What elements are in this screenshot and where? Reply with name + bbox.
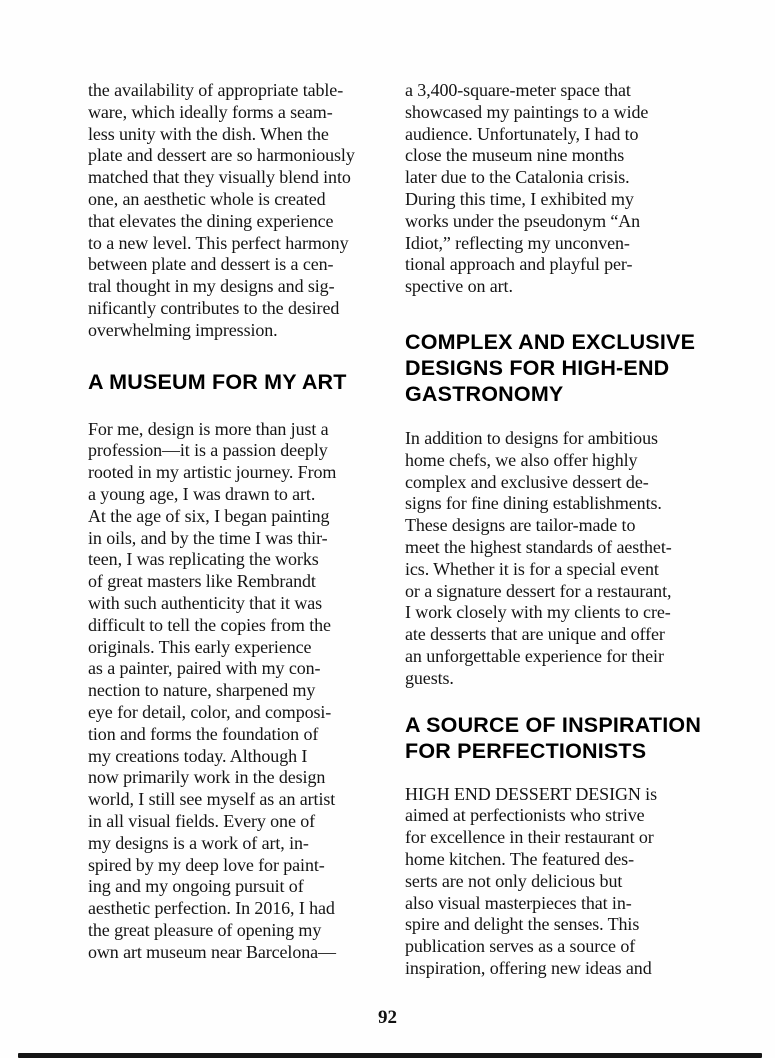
page-edge-shadow: [18, 1053, 762, 1058]
body-paragraph: the availability of appropriate table- ware, which ideally forms a seam- less unity with the dish. When the plate and dessert are so harmoniously matched that they visually blend into one, an aesthetic whole is created that elevates the dining experience to a new level. This perfect harmony between plate and dessert is a cen- tral thought in my designs and sig- nificantly contributes to the desired overwhelming impression.: [88, 80, 355, 340]
body-paragraph: HIGH END DESSERT DESIGN is aimed at perfectionists who strive for excellence in their restaurant or home kitchen. The featured des- serts are not only delicious but also visual masterpieces that in- spire and delight the senses. This publication serves as a source of inspiration, offering new ideas and: [405, 783, 657, 978]
section-heading-museum-for-my-art: A MUSEUM FOR MY ART: [88, 369, 347, 394]
section-heading-complex-exclusive-designs: COMPLEX AND EXCLUSIVE DESIGNS FOR HIGH-END GASTRONOMY: [405, 329, 696, 406]
section-heading-source-of-inspiration: A SOURCE OF INSPIRATION FOR PERFECTIONISTS: [405, 712, 702, 763]
body-paragraph: a 3,400-square-meter space that showcased my paintings to a wide audience. Unfortunately, I had to close the museum nine months later due to the Catalonia crisis. During this time, I exhibited my works under the pseudonym “An Idiot,” reflecting my unconven- tional approach and playful per- spective on art.: [405, 80, 649, 297]
page-number: 92: [378, 1007, 397, 1028]
body-paragraph: For me, design is more than just a profession—it is a passion deeply rooted in my artistic journey. From a young age, I was drawn to art. At the age of six, I began painting in oils, and by the time I was thir- teen, I was replicating the works of great masters like Rembrandt with such authenticity that it was difficult to tell the copies from the originals. This early experience as a painter, paired with my con- nection to nature, sharpened my eye for detail, color, and composi- tion and forms the foundation of my creations today. Although I now primarily work in the design world, I still see myself as an artist in all visual fields. Every one of my designs is a work of art, in- spired by my deep love for paint- ing and my ongoing pursuit of aesthetic perfection. In 2016, I had the great pleasure of opening my own art museum near Barcelona—: [88, 418, 337, 962]
left-column: [88, 80, 388, 963]
body-paragraph: In addition to designs for ambitious home chefs, we also offer highly complex and exclusive dessert de- signs for fine dining establishments. These designs are tailor-made to meet the highest standards of aesthet- ics. Whether it is for a special event or a signature dessert for a restaurant, I work closely with my clients to cre- ate desserts that are unique and offer an unforgettable experience for their guests.: [405, 427, 672, 688]
right-column: [405, 80, 710, 980]
